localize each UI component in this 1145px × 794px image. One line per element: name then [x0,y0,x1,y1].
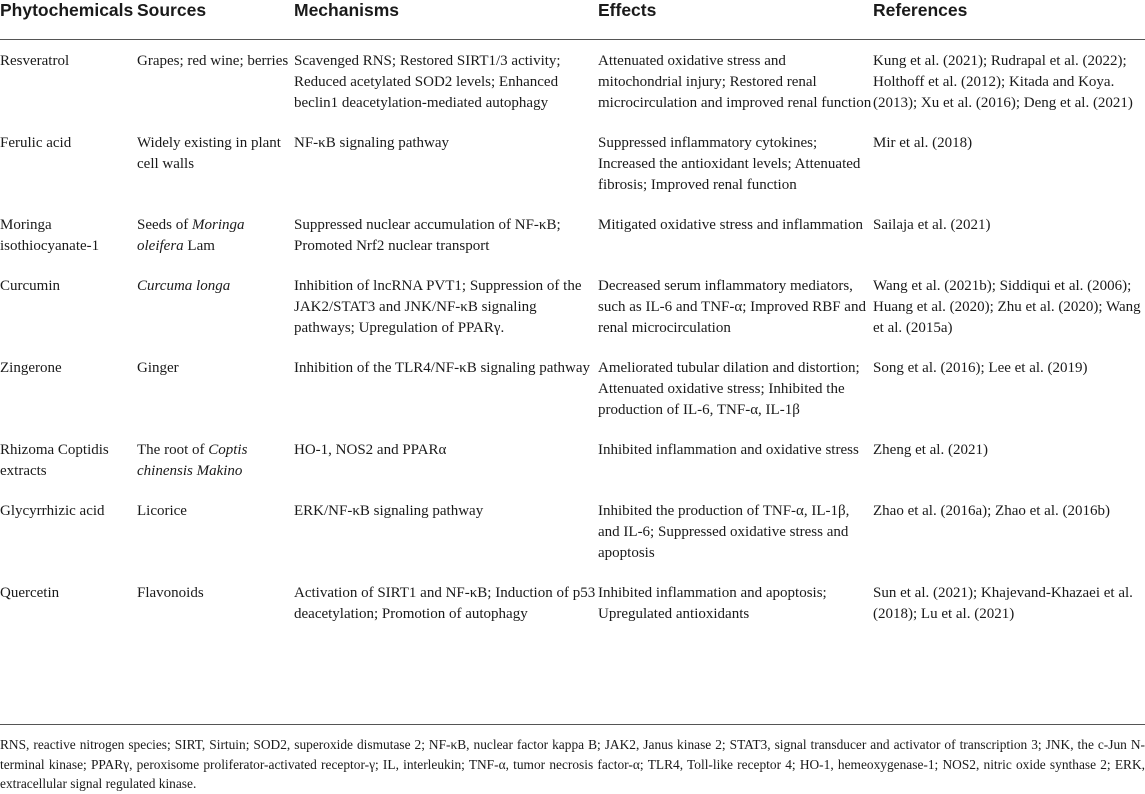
cell-effects: Decreased serum inflammatory mediators, such as IL-6 and TNF-α; Improved RBF and renal microcirculation [598,278,866,336]
cell-phytochemical: Zingerone [0,360,62,376]
cell-references: Sun et al. (2021); Khajevand-Khazaei et al. (2018); Lu et al. (2021) [873,585,1133,622]
table-header-row [0,0,1145,40]
source-species: Curcuma longa [137,278,231,294]
cell-effects: Ameliorated tubular dilation and distortion; Attenuated oxidative stress; Inhibited the production of IL-6, TNF-α, IL-1β [598,360,860,418]
header-sources: Sources [137,0,294,40]
table-row [0,122,1145,204]
cell-effects: Attenuated oxidative stress and mitochondrial injury; Restored renal microcirculation and improved renal function [598,53,872,111]
header-phytochemicals: Phytochemicals [0,0,137,40]
cell-mechanisms: Scavenged RNS; Restored SIRT1/3 activity; Reduced acetylated SOD2 levels; Enhanced beclin1 deacetylation-mediated autophagy [294,53,561,111]
table-footnote: RNS, reactive nitrogen species; SIRT, Sirtuin; SOD2, superoxide dismutase 2; NF-κB, nuclear factor kappa B; JAK2, Janus kinase 2; STAT3, signal transducer and activator of transcription 3; JNK, the c-Jun N-terminal kinase; PPARγ, peroxisome proliferator-activated receptor-γ; IL, interleukin; TNF-α, tumor necrosis factor-α; TLR4, Toll-like receptor 4; HO-1, hemeoxygenase-1; NOS2, nitric oxide synthase 2; ERK, extracellular signal regulated kinase. [0,724,1145,794]
cell-phytochemical: Quercetin [0,585,60,601]
table-row [0,429,1145,490]
cell-effects: Mitigated oxidative stress and inflammation [598,217,863,233]
cell-effects: Inhibited the production of TNF-α, IL-1β, and IL-6; Suppressed oxidative stress and apoptosis [598,503,850,561]
header-references: References [873,0,1145,40]
cell-references: Kung et al. (2021); Rudrapal et al. (2022); Holthoff et al. (2012); Kitada and Koya. (2013); Xu et al. (2016); Deng et al. (2021) [873,53,1133,111]
cell-references: Wang et al. (2021b); Siddiqui et al. (2006); Huang et al. (2020); Zhu et al. (2020); Wang et al. (2015a) [873,278,1141,336]
cell-phytochemical: Rhizoma Coptidis extracts [0,442,109,479]
cell-mechanisms: HO-1, NOS2 and PPARα [294,442,447,458]
cell-phytochemical: Curcumin [0,278,60,294]
cell-source: Grapes; red wine; berries [137,53,289,69]
cell-phytochemical: Glycyrrhizic acid [0,503,105,519]
cell-mechanisms: Inhibition of lncRNA PVT1; Suppression of the JAK2/STAT3 and JNK/NF-κB signaling pathways; Upregulation of PPARγ. [294,278,582,336]
table-row [0,204,1145,265]
cell-effects: Inhibited inflammation and oxidative stress [598,442,859,458]
source-species: Moringa oleifera [137,217,245,254]
header-effects: Effects [598,0,873,40]
source-suffix: Lam [183,238,215,254]
cell-source [137,429,294,490]
cell-references: Mir et al. (2018) [873,135,973,151]
cell-mechanisms: Inhibition of the TLR4/NF-κB signaling pathway [294,360,591,376]
header-mechanisms: Mechanisms [294,0,598,40]
table-row [0,572,1145,633]
cell-references: Song et al. (2016); Lee et al. (2019) [873,360,1088,376]
cell-references: Zheng et al. (2021) [873,442,988,458]
cell-source [137,265,294,347]
cell-mechanisms: NF-κB signaling pathway [294,135,450,151]
cell-effects: Inhibited inflammation and apoptosis; Upregulated antioxidants [598,585,827,622]
table-row [0,40,1145,123]
cell-references: Zhao et al. (2016a); Zhao et al. (2016b) [873,503,1110,519]
cell-source: Ginger [137,360,179,376]
cell-mechanisms: Activation of SIRT1 and NF-κB; Induction of p53 deacetylation; Promotion of autophagy [294,585,596,622]
cell-source: Widely existing in plant cell walls [137,135,281,172]
cell-references: Sailaja et al. (2021) [873,217,991,233]
cell-source: Flavonoids [137,585,204,601]
cell-phytochemical: Ferulic acid [0,135,72,151]
cell-phytochemical: Resveratrol [0,53,70,69]
source-prefix: The root of [137,442,209,458]
cell-source [137,204,294,265]
cell-source: Licorice [137,503,187,519]
cell-mechanisms: ERK/NF-κB signaling pathway [294,503,484,519]
table-row [0,347,1145,429]
table-row [0,490,1145,572]
cell-phytochemical: Moringa isothiocyanate-1 [0,217,100,254]
cell-mechanisms: Suppressed nuclear accumulation of NF-κB; Promoted Nrf2 nuclear transport [294,217,561,254]
cell-effects: Suppressed inflammatory cytokines; Increased the antioxidant levels; Attenuated fibrosis; Improved renal function [598,135,861,193]
table-row [0,265,1145,347]
source-prefix: Seeds of [137,217,192,233]
source-species: Coptis chinensis Makino [137,442,248,479]
